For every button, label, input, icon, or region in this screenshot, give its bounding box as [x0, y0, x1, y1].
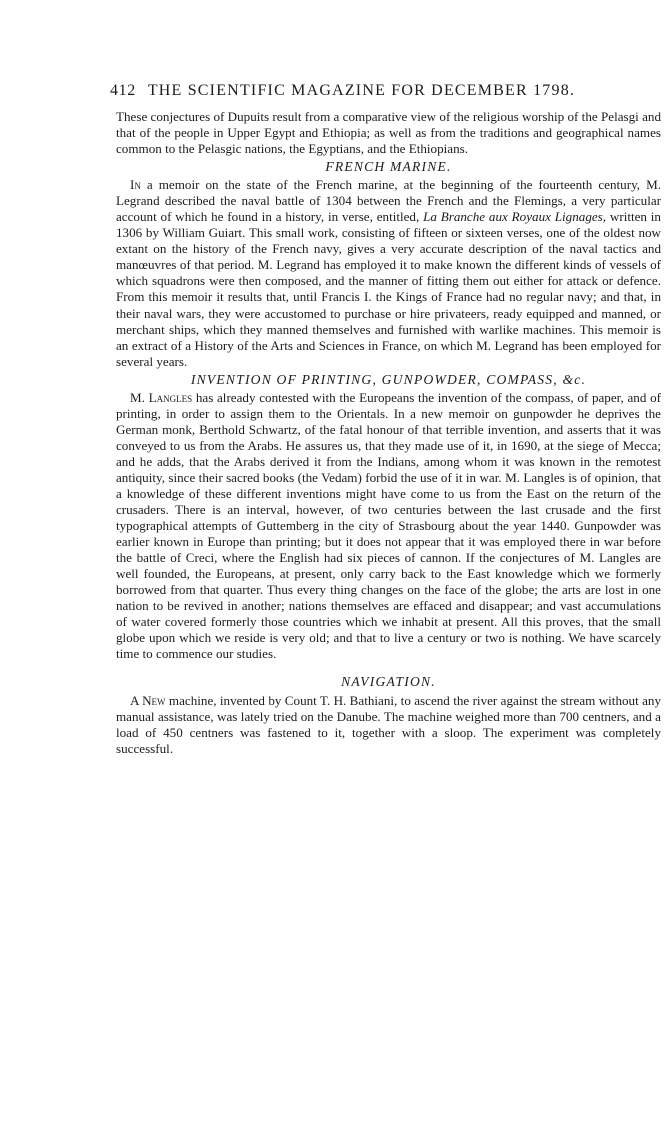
- french-marine-text-1: a memoir on the state of the French marine, at the beginning of the fourteenth century, M. Legrand described the naval battle of 1304 between the French and the Flemings, a very particular account of which he found in a history, in verse, entitled,: [116, 177, 661, 225]
- section-heading-french-marine: FRENCH MARINE.: [325, 159, 452, 175]
- navigation-lead: A New: [130, 692, 166, 708]
- navigation-text: machine, invented by Count T. H. Bathiani, to ascend the river against the stream without any manual assistance, was lately tried on the Danube. The machine weighed more than 700 centners, and a load of 450 centners was fastened to it, together with a sloop. The experiment was completely successful.: [116, 692, 661, 756]
- magazine-page: [110, 82, 661, 757]
- section-heading-invention: INVENTION OF PRINTING, GUNPOWDER, COMPASS, &c.: [190, 371, 587, 387]
- book-title: La Branche aux Royaux Lignages,: [423, 209, 607, 225]
- french-marine-lead: In: [130, 177, 141, 193]
- running-title: THE SCIENTIFIC MAGAZINE FOR DECEMBER 1798.: [147, 82, 576, 99]
- intro-paragraph: These conjectures of Dupuits result from a comparative view of the religious worship of the Pelasgi and that of the people in Upper Egypt and Ethiopia; as well as from the traditions and geographical names common to the Pelasgic nations, the Egyptians, and the Ethiopians.: [116, 109, 661, 157]
- navigation-paragraph: [116, 693, 661, 757]
- invention-paragraph: [116, 390, 661, 663]
- french-marine-paragraph: [116, 177, 661, 370]
- page-number: 412: [110, 82, 136, 99]
- section-heading-navigation: NAVIGATION.: [341, 673, 436, 689]
- running-head: [110, 82, 661, 100]
- invention-text: has already contested with the Europeans the invention of the compass, of paper, and of printing, in order to assign them to the Orientals. In a new memoir on gunpowder he deprives the German monk, Berthold Schwartz, of the fatal honour of that terrible invention, and asserts that it was conveyed to us from the Arabs. He assures us, that they made use of it, in 1690, at the siege of Mecca; and he adds, that the Arabs derived it from the Indians, among whom it was known in the remotest antiquity, since their sacred books (the Vedam) forbid the use of it in war. M. Langles is of opinion, that a knowledge of these different inventions might have come to us from the East on the return of the crusaders. There is an interval, however, of two centuries between the last crusade and the first typographical attempts of Guttemberg in the city of Strasbourg about the year 1440. Gunpowder was earlier known in Europe than printing; but it does not appear that it was employed there in war before the battle of Creci, where the English had six pieces of cannon. If the conjectures of M. Langles are well founded, the Europeans, at present, only carry back to the East knowledge which we formerly borrowed from that quarter. Thus every thing changes on the face of the globe; the arts are lost in one nation to be revived in another; nations themselves are effaced and disappear; and vast accumulations of water covered formerly those countries which we inhabit at present. All this proves, that the small globe upon which we reside is very old; and that to live a century or two is nothing. We have scarcely time to commence our studies.: [116, 389, 661, 662]
- invention-lead: M. Langles: [130, 389, 193, 405]
- french-marine-text-2: written in 1306 by William Guiart. This small work, consisting of fifteen or sixteen verses, one of the oldest now extant on the history of the French navy, gives a very accurate description of the naval tactics and manœuvres of that period. M. Legrand has employed it to make known the different kinds of vessels of which squadrons were then composed, and the manner of fitting them out either for attack or defence. From this memoir it results that, until Francis I. the Kings of France had no regular navy; and that, in their naval wars, they were accustomed to purchase or hire privateers, ready equipped and manned, or merchant ships, which they manned themselves and furnished with warlike machines. This memoir is an extract of a History of the Arts and Sciences in France, on which M. Legrand has been employed for several years.: [116, 209, 661, 369]
